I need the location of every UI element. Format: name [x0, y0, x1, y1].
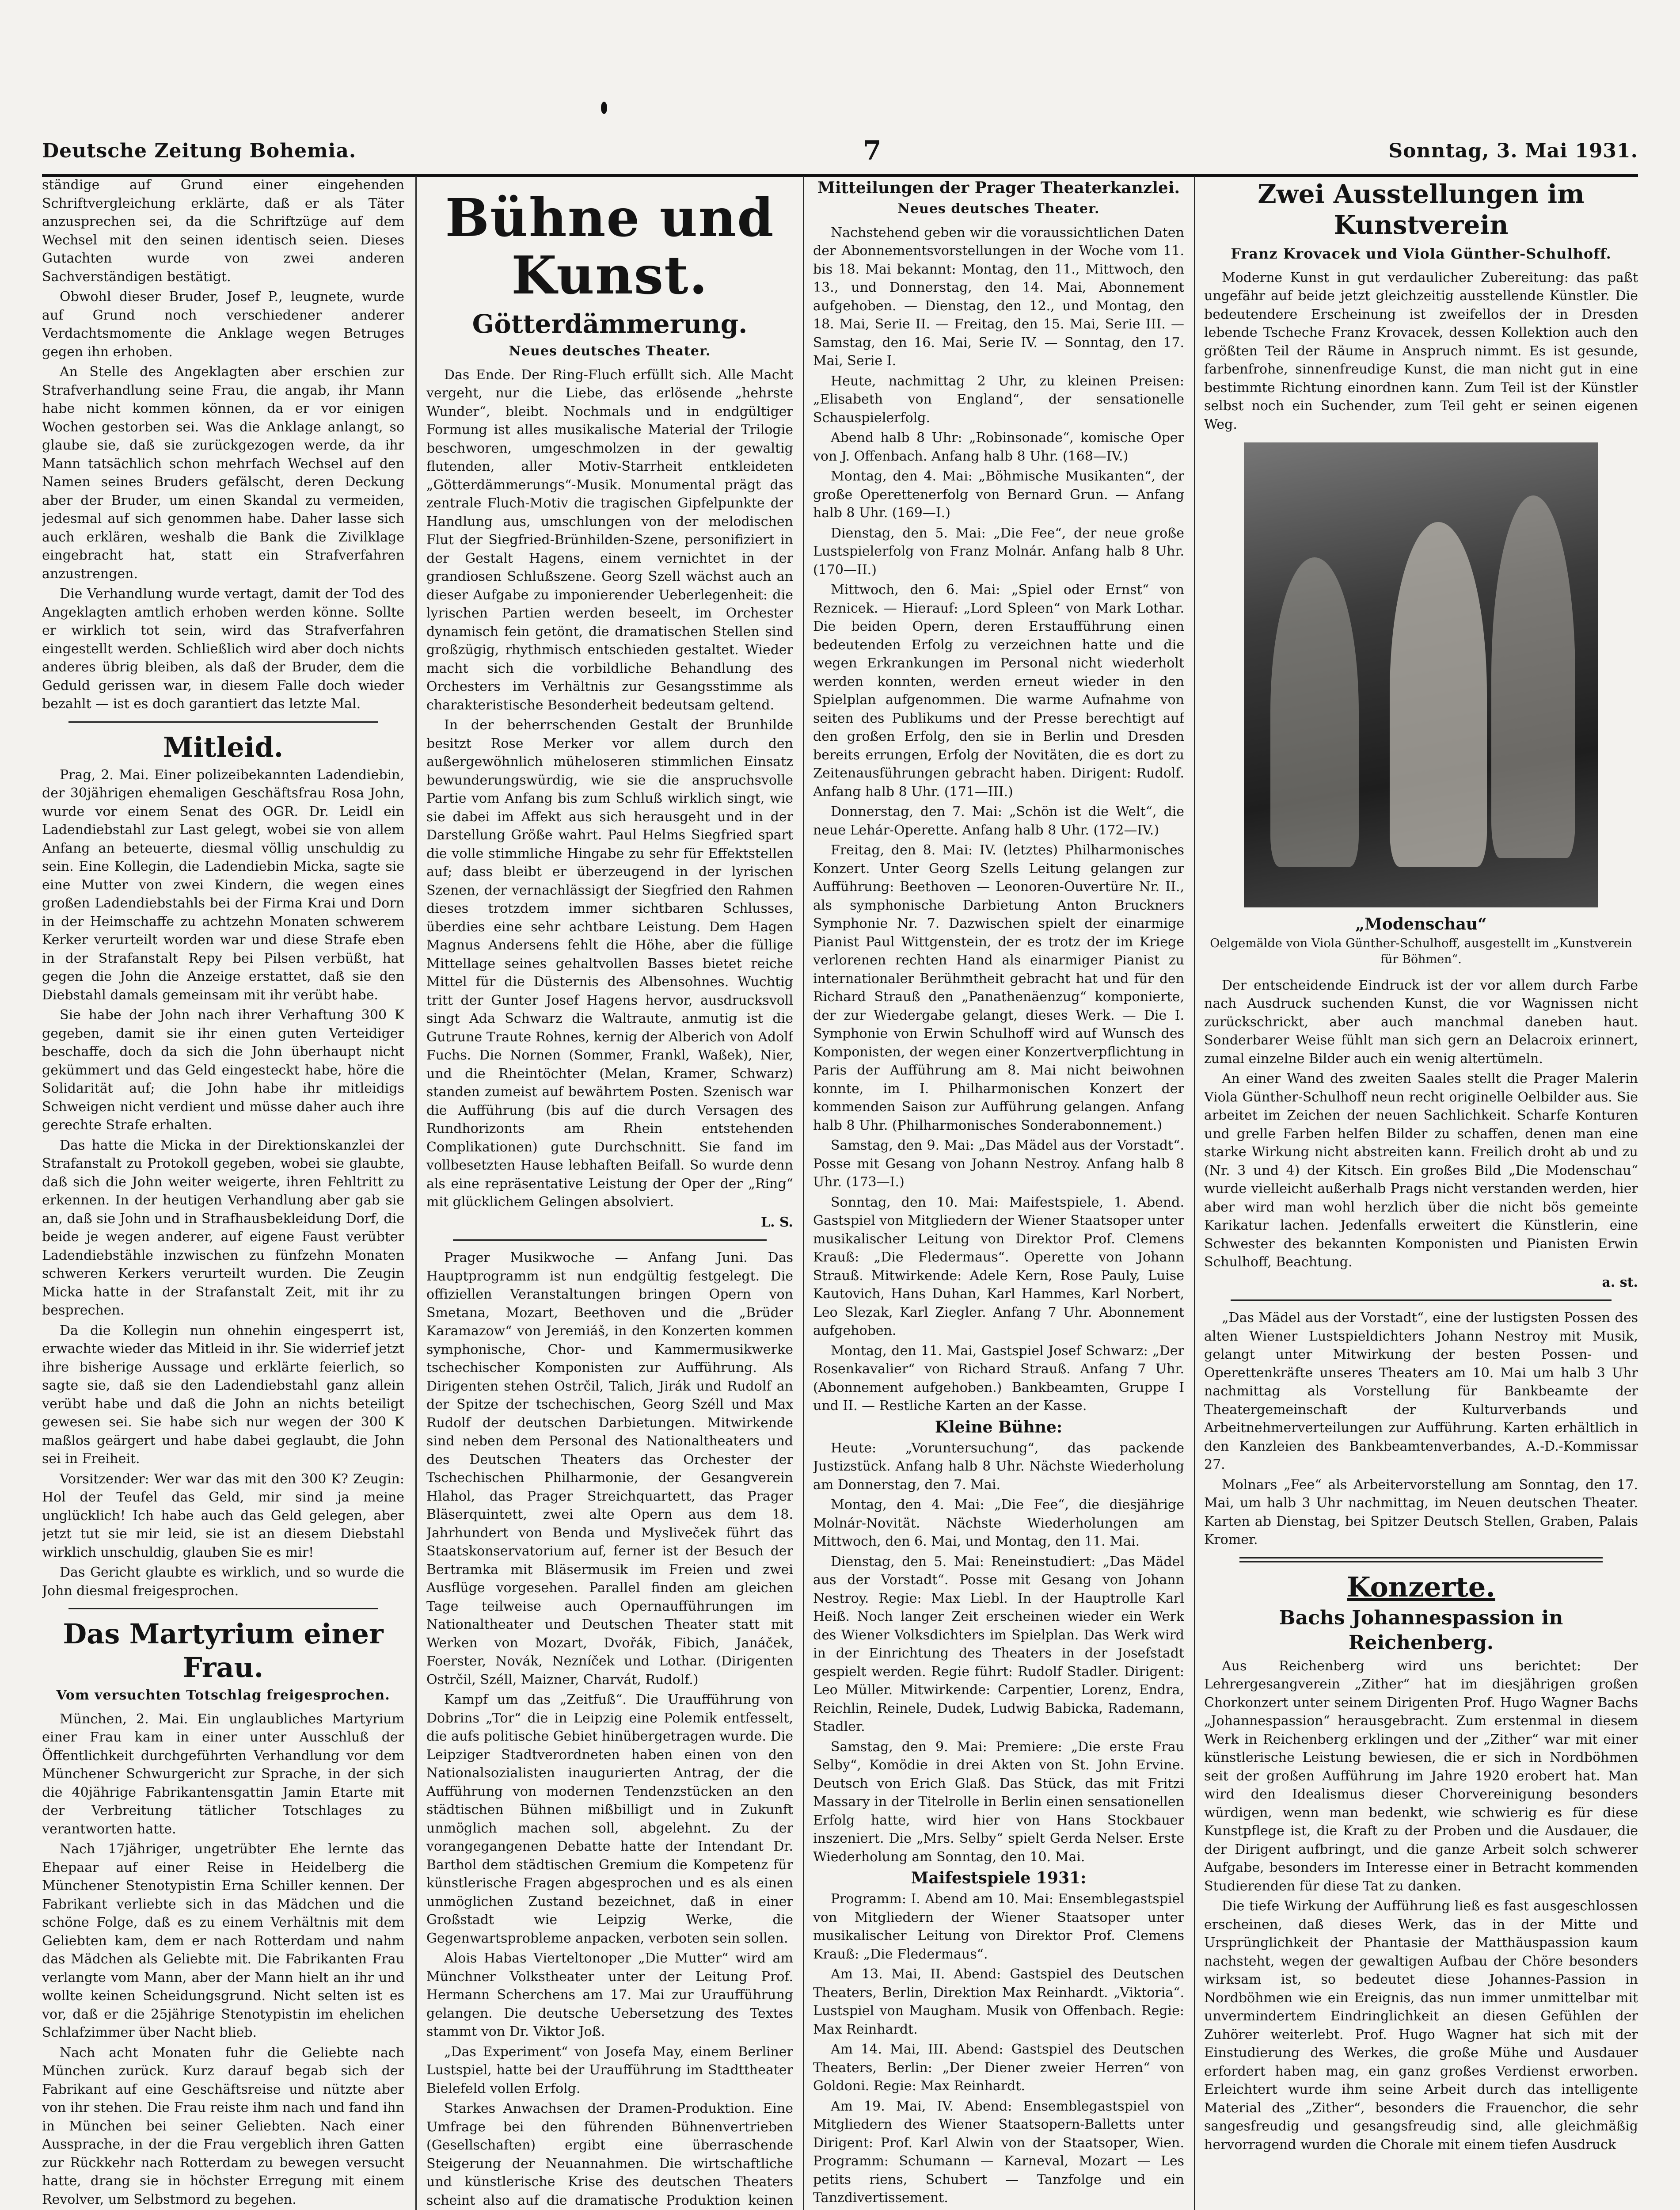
article-paragraph: An Stelle des Angeklagten aber erschien zur Strafverhandlung seine Frau, die angab, ihr Mann habe nicht kommen können, da er vor einigen Wochen gestorben sei. Was die Anklage anlangt, so glaube sie, daß sie zurückgezogen werde, da ihr Mann tatsächlich schon mehrfach Wechsel auf den Namen seines Bruders gefälscht, deren Deckung aber der Bruder, um einen Skandal zu vermeiden, jedesmal auf sich genommen habe. Daher lasse sich auch erklären, weshalb die Bank die Zivilklage eingebracht hat, statt ein Strafverfahren anzustrengen.	[42, 364, 404, 582]
article-subtitle: Neues deutsches Theater.	[509, 343, 711, 359]
separator	[453, 1239, 767, 1241]
issue-date: Sonntag, 3. Mai 1931.	[1388, 139, 1638, 162]
article-paragraph: München, 2. Mai. Ein unglaubliches Martyrium einer Frau kam in einer unter Ausschluß der Öffentlichkeit durchgeführten Verhandlung vor dem Münchener Schwurgericht zur Sprache, in der sich die 40jährige Fabrikantensgattin Jamin Etarte mit der Verbreitung tätlicher Totschlages zu verantworten hatte.	[42, 1711, 404, 1837]
author-signature: a. st.	[1602, 1274, 1638, 1290]
subsection-title: Maifestspiele 1931:	[911, 1869, 1087, 1887]
column-2	[426, 176, 793, 2210]
figure-shape	[1491, 495, 1575, 858]
article-paragraph: „Das Experiment“ von Josefa May, einem Berliner Lustspiel, hatte bei der Uraufführung im Stadttheater Bielefeld vollen Erfolg.	[426, 2044, 793, 2096]
separator	[68, 1608, 378, 1609]
figure-shape	[1390, 522, 1487, 867]
page-number: 7	[863, 135, 882, 166]
article-paragraph: ständige auf Grund einer eingehenden Schriftvergleichung erklärte, daß er als Täter anzusprechen sei, da die Schriftzüge auf dem Wechsel mit den seinen identisch seien. Dieses Gutachten wurde von zwei anderen Sachverständigen bestätigt.	[42, 177, 404, 285]
schedule-entry: Montag, den 11. Mai, Gastspiel Josef Schwarz: „Der Rosenkavalier“ von Richard Strauß. Anfang 7 Uhr. (Abonnement aufgehoben.) Bankbeamten, Gruppe I und II. — Restliche Karten an der Kasse.	[813, 1343, 1184, 1414]
painting-photo	[1244, 442, 1598, 907]
column-rule	[415, 176, 417, 2210]
schedule-entry: Samstag, den 9. Mai: „Das Mädel aus der Vorstadt“. Posse mit Gesang von Johann Nestroy. Anfang halb 8 Uhr. (173—I.)	[813, 1138, 1184, 1190]
schedule-entry: Donnerstag, den 7. Mai: „Schön ist die Welt“, die neue Lehár-Operette. Anfang halb 8 Uhr. (172—IV.)	[813, 804, 1184, 838]
article-paragraph: Vorsitzender: Wer war das mit den 300 K? Zeugin: Hol der Teufel das Geld, mir sind ja meine unglücklich! Ich habe auch das Geld gelegen, aber jetzt tut sie mir leid, sie ist an diesem Diebstahl wirklich unschuldig, glauben Sie es mir!	[42, 1471, 404, 1560]
column-4	[1204, 176, 1638, 2210]
festival-entry: Am 13. Mai, II. Abend: Gastspiel des Deutschen Theaters, Berlin, Direktion Max Reinhardt. „Viktoria“. Lustspiel von Maugham. Musik von Offenbach. Regie: Max Reinhardt.	[813, 1966, 1184, 2037]
schedule-entry: Montag, den 4. Mai: „Die Fee“, die diesjährige Molnár-Novität. Nächste Wiederholungen am Mittwoch, den 6. Mai, und Montag, den 11. Mai.	[813, 1497, 1184, 1549]
schedule-entry: Heute: „Voruntersuchung“, das packende Justizstück. Anfang halb 8 Uhr. Nächste Wiederholung am Donnerstag, den 7. Mai.	[813, 1440, 1184, 1493]
festival-entry: Am 19. Mai, IV. Abend: Ensemblegastspiel von Mitgliedern des Wiener Staatsopern-Balletts unter Dirigent: Prof. Karl Alwin von der Staatsoper, Wien. Programm: Schumann — Karneval, Mozart — Les petits riens, Schubert — Tanzfolge und ein Tanzdivertissement.	[813, 2098, 1184, 2206]
article-paragraph: Moderne Kunst in gut verdaulicher Zubereitung: das paßt ungefähr auf beide jetzt gleichzeitig ausstellende Künstler. Die bedeutendere Erscheinung ist zweifellos der in Dresden lebende Tscheche Franz Krovacek, dessen Kollektion auch den größten Teil der Räume in Anspruch nimmt. Es ist gesunde, farbenfrohe, sinnenfreudige Kunst, die man nicht gut in eine bestimmte Richtung einordnen kann. Zum Teil ist der Künstler selbst noch ein Suchender, zum Teil geht er seinen eigenen Weg.	[1204, 270, 1638, 432]
photo-caption: Oelgemälde von Viola Günther-Schulhoff, ausgestellt im „Kunstverein für Böhmen“.	[1210, 936, 1632, 966]
column-rule	[1194, 176, 1195, 2210]
masthead: Deutsche Zeitung Bohemia.	[42, 139, 357, 162]
article-paragraph: „Das Mädel aus der Vorstadt“, eine der lustigsten Possen des alten Wiener Lustspieldichters Johann Nestroy mit Musik, gelangt unter Mitwirkung der besten Possen- und Operettenkräfte unseres Theaters am 10. Mai um halb 3 Uhr nachmittag als Vorstellung für Bankbeamte der Theatergemeinschaft der Kulturverbands und Arbeitnehmerverteilungen zur Aufführung. Karten erhältlich in den Kanzleien des Bankbeamtenverbandes, A.-D.-Kommissar 27.	[1204, 1310, 1638, 1472]
article-paragraph: Molnars „Fee“ als Arbeitervorstellung am Sonntag, den 17. Mai, um halb 3 Uhr nachmittag, im Neuen deutschen Theater. Karten ab Dienstag, bei Spitzer Deutsch Stellen, Graben, Palais Kromer.	[1204, 1477, 1638, 1547]
article-paragraph: Sie habe der John nach ihrer Verhaftung 300 K gegeben, damit sie ihr einen guten Verteidiger beschaffe, doch da sich die John überhaupt nicht gekümmert und das Geld eingesteckt habe, höre die Solidarität auf; die John habe ihr mitleidigs Schweigen nicht verdient und müsse daher auch ihre gerechte Strafe erhalten.	[42, 1007, 404, 1133]
article-paragraph: Das Gericht glaubte es wirklich, und so wurde die John diesmal freigesprochen.	[42, 1565, 404, 1599]
photo-title: „Modenschau“	[1355, 915, 1487, 934]
article-paragraph: Nach 17jähriger, ungetrübter Ehe lernte das Ehepaar auf einer Reise in Heidelberg die Münchener Stenotypistin Erna Schiller kennen. Der Fabrikant verliebte sich in das Mädchen und die schöne Folge, daß es zu einem Verhältnis mit dem Geliebten kam, dem er nach Rotterdam und nahm das Mädchen als Geliebte mit. Die Fabrikanten Frau verlangte vom Mann, aber der Mann hielt an ihr und wollte keinen Scheidungsgrund. Nicht selten ist es vor, daß er die 25jährige Stenotypistin im ehelichen Schlafzimmer über Nacht blieb.	[42, 1841, 404, 2040]
article-paragraph: Prager Musikwoche — Anfang Juni. Das Hauptprogramm ist nun endgültig festgelegt. Die offiziellen Veranstaltungen bringen Opern von Smetana, Mozart, Beethoven und die „Brüder Karamazow“ von Jeremiáš, in den Konzerten kommen symphonische, Chor- und Kammermusikwerke tschechischer Komponisten zur Aufführung. Als Dirigenten stehen Ostrčil, Talich, Jirák und Rudolf an der Spitze der tschechischen, Georg Széll und Max Rudolf der deutschen Darbietungen. Mitwirkende sind neben dem Personal des Nationaltheaters und des Deutschen Theaters das Orchester der Tschechischen Philharmonie, der Gesangverein Hlahol, das Prager Streichquartett, das Prager Bläserquintett, zwei alte Opern aus dem 18. Jahrhundert von Benda und Mysliveček führt das Staatskonservatorium auf, ferner ist der Besuch der Bertramka mit Bläsermusik im Freien und zwei Ausflüge vorgesehen. Parallel finden am gleichen Tage teilweise auch Opernaufführungen im Nationaltheater und Deutschen Theater statt mit Werken von Mozart, Dvořák, Fibich, Janáček, Foerster, Novák, Nezníček und Lothar. (Dirigenten Ostrčil, Széll, Maizner, Charvát, Rudolf.)	[426, 1250, 793, 1688]
separator	[1239, 1557, 1603, 1562]
article-paragraph: Die tiefe Wirkung der Aufführung ließ es fast ausgeschlossen erscheinen, daß dieses Werk, das in der Mitte und Ursprünglichkeit der Phantasie der Matthäuspassion kaum nachsteht, wegen der gewaltigen Aufbau der Chöre besonders wirksam ist, so bedeutet diese Johannes-Passion in Nordböhmen wie ein Ereignis, das nun immer unmittelbar mit unvermindertem Eindringlichkeit an diesen Gefühlen der Zuhörer weiterlebt. Prof. Hugo Wagner hat sich mit der Einstudierung des Werkes, die große Mühe und Ausdauer erfordert haben mag, ein ganz großes Verdienst erworben. Erleichtert wurde ihm seine Arbeit durch das intelligente Material des „Zither“, besonders die Frauenchor, die sehr sangesfreudig und gesangsfreudig sind, alle gleichmäßig hervorragend wurden die Chorale mit einem tiefen Ausdruck	[1204, 1898, 1638, 2153]
section-title: Bühne und Kunst.	[445, 187, 775, 306]
figure-shape	[1270, 557, 1359, 867]
article-subtitle: Franz Krovacek und Viola Günther-Schulhoff.	[1231, 245, 1612, 262]
column-1	[42, 176, 404, 2210]
article-paragraph: Aus Reichenberg wird uns berichtet: Der Lehrergesangverein „Zither“ hat im diesjährigen großen Chorkonzert unter seinem Dirigenten Prof. Hugo Wagner Bachs „Johannespassion“ herausgebracht. Zum erstenmal in diesem Werk in Reichenberg erklingen und der „Zither“ war mit einer künstlerische Leistung bewiesen, die er sich in Nordböhmen seit der großen Aufführung im Jahre 1920 erobert hat. Man wird den Idealismus dieser Chorvereinigung besonders würdigen, wenn man bedenkt, wie schwierig es für diese Kunstpflege ist, die Kraft zu der Proben und die Ausdauer, die der Dirigent aufbringt, und die ganze Arbeit solch schwerer Aufgabe, besonders im Interesse einer in Betracht kommenden Studierenden für diese Tat zu danken.	[1204, 1658, 1638, 1894]
article-paragraph: In der beherrschenden Gestalt der Brunhilde besitzt Rose Merker vor allem durch den außergewöhnlich müheloseren stimmlichen Einsatz bewunderungswürdig, wie sie die anspruchsvolle Partie vom Anfang bis zum Schluß wirklich singt, wie sie dabei im Affekt aus sich herausgeht und in der Darstellung Größe wahrt. Paul Helms Siegfried spart die volle stimmliche Hingabe zu sehr für Effektstellen auf; dass bleibt er überzeugend in der lyrischen Szenen, der vernachlässigt der Siegfried den Rahmen dieses trotzdem immer sichtbaren Schlusses, überdies eine sehr achtbare Leistung. Dem Hagen Magnus Andersens fehlt die Höhe, aber die füllige Mittellage seines gehaltvollen Basses bietet reiche Mittel für die Düsternis des Albensohnes. Wuchtig tritt der Gunter Josef Hagens hervor, ausdrucksvoll singt Ada Schwarz die Waltraute, anmutig ist die Gutrune Traute Rohnes, kernig der Alberich von Adolf Fuchs. Die Nornen (Sommer, Frankl, Waßek), Nier, und die Rheintöchter (Melan, Kramer, Schwarz) standen zumeist auf bewährtem Posten. Szenisch war die Aufführung (bis auf die durch Versagen des Rundhorizonts am Rhein entstehenden Complikationen) gute Durchschnitt. Sie fand im vollbesetzten Hause lebhaften Beifall. So wurde denn als eine repräsentative Leistung der Oper der „Ring“ mit glücklichem Gelingen absolviert.	[426, 717, 793, 1210]
page-header	[42, 131, 1638, 177]
article-paragraph: Der entscheidende Eindruck ist der vor allem durch Farbe nach Ausdruck suchenden Kunst, die vor Wagnissen nicht zurückschrickt, aber auch manchmal daneben haut. Sonderbarer Weise fühlt man sich gern an Delacroix erinnert, zumal einzelne Bilder auch ein wenig altertümeln.	[1204, 977, 1638, 1067]
separator	[68, 721, 378, 723]
schedule-entry: Sonntag, den 10. Mai: Maifestspiele, 1. Abend. Gastspiel von Mitgliedern der Wiener Staatsoper unter musikalischer Leitung von Direktor Prof. Clemens Krauß: „Die Fledermaus“. Operette von Johann Strauß. Mitwirkende: Adele Kern, Rose Pauly, Luise Kautovich, Hans Duhan, Karl Hammes, Karl Norbert, Leo Slezak, Karl Ziegler. Anfang 7 Uhr. Abonnement aufgehoben.	[813, 1194, 1184, 1338]
column-3	[813, 176, 1184, 2210]
section-title: Mitteilungen der Prager Theaterkanzlei.	[817, 179, 1180, 197]
article-paragraph: Kampf um das „Zeitfuß“. Die Uraufführung von Dobrins „Tor“ die in Leipzig eine Polemik entfesselt, die aufs politische Gebiet hinübergetragen wurde. Die Leipziger Stadtverordneten haben einen von den Nationalsozialisten inaugurierten Antrag, der die Aufführung von modernen Tendenzstücken an den städtischen Bühnen mißbilligt und in Zukunft unmöglich machen soll, abgelehnt. Zu der vorangegangenen Debatte hatte der Intendant Dr. Barthol dem städtischen Gremium die Kompetenz für künstlerische Fragen abgesprochen und es als einen unmöglichen Zustand bezeichnet, daß in einer Großstadt wie Leipzig Werke, die Gegenwartsprobleme anpacken, verboten sein sollen.	[426, 1692, 793, 1946]
columns	[42, 176, 1638, 2210]
article-title: Götterdämmerung.	[472, 309, 748, 339]
section-subtitle: Neues deutsches Theater.	[897, 201, 1100, 217]
subsection-title: Kleine Bühne:	[935, 1417, 1063, 1436]
article-paragraph: Prag, 2. Mai. Einer polizeibekannten Ladendiebin, der 30jährigen ehemaligen Geschäftsfrau Rosa John, wurde vor einem Senat des OGR. Dr. Leidl ein Ladendiebstahl zur Last gelegt, wobei sie von allem Anfang an beteuerte, diesmal völlig unschuldig zu sein. Eine Kollegin, die Ladendiebin Micka, sagte sie eine Mutter von zwei Kindern, die wegen eines großen Ladendiebstahls bei der Firma Krai und Dorn in der Heimschaffe zu achtzehn Monaten schwerem Kerker verurteilt worden war und diese Strafe eben in der Strafanstalt Repy bei Pilsen verbüßt, hat gegen die John die Anzeige erstattet, daß sie den Diebstahl damals gemeinsam mit ihr verübt habe.	[42, 767, 404, 1003]
article-paragraph: Das Ende. Der Ring-Fluch erfüllt sich. Alle Macht vergeht, nur die Liebe, das erlösende „hehrste Wunder“, bleibt. Nochmals und in endgültiger Formung ist alles musikalische Material der Trilogie beschworen, umgeschmolzen in der gewaltig flutenden, aller Motiv-Starrheit entkleideten „Götterdämmerungs“-Musik. Monumental prägt das zentrale Fluch-Motiv die tragischen Gipfelpunkte der Handlung aus, umschlungen von der melodischen Flut der Siegfried-Brünhilden-Szene, personifiziert in der Gestalt Hagens, einem vernichtet in der grandiosen Schlußszene. Georg Szell wächst auch an dieser Aufgabe zu imponierender Ueberlegenheit: die lyrischen Partien werden beseelt, im Orchester dynamisch fein getönt, die dramatischen Stellen sind großzügig, rhythmisch entschieden gestaltet. Wieder macht sich die vorbildliche Behandlung des Orchesters im Verhältnis zur Gesangsstimme als charakteristische Besonderheit bedeutsam geltend.	[426, 367, 793, 713]
article-paragraph: Die Verhandlung wurde vertagt, damit der Tod des Angeklagten amtlich erhoben werden könne. Sollte er wirklich tot sein, wird das Strafverfahren eingestellt werden. Schließlich wird aber doch nichts anderes übrig bleiben, als daß der Bruder, dem die Geduld gerissen war, in diesem Falle doch wieder bezahlt — ist es doch garantiert das letzte Mal.	[42, 586, 404, 712]
article-paragraph: Nach acht Monaten fuhr die Geliebte nach München zurück. Kurz darauf begab sich der Fabrikant auf eine Geschäftsreise und nützte aber von ihr stehen. Die Frau reiste ihm nach und fand ihn in München bei seiner Geliebten. Nach einer Aussprache, in der die Frau vergeblich ihren Gatten zur Rückkehr nach Rotterdam zu bewegen versucht hatte, drang sie in höchster Erregung mit einem Revolver, um Selbstmord zu begehen.	[42, 2045, 404, 2207]
article-title: Zwei Ausstellungen im Kunstverein	[1258, 179, 1585, 240]
separator	[1231, 1299, 1612, 1301]
print-mark	[601, 102, 607, 114]
schedule-entry: Heute, nachmittag 2 Uhr, zu kleinen Preisen: „Elisabeth von England“, der sensationelle Schauspielerfolg.	[813, 373, 1184, 426]
festival-entry: Am 14. Mai, III. Abend: Gastspiel des Deutschen Theaters, Berlin: „Der Diener zweier Herren“ von Goldoni. Regie: Max Reinhardt.	[813, 2042, 1184, 2094]
schedule-entry: Mittwoch, den 6. Mai: „Spiel oder Ernst“ von Reznicek. — Hierauf: „Lord Spleen“ von Mark Lothar. Die beiden Opern, deren Erstaufführung einen bedeutenden Erfolg zu verzeichnen hatte und die wegen Erkrankungen im Personal nicht wiederholt werden konnten, werden erneut wieder in den Spielplan aufgenommen. Die warme Aufnahme von seiten des Publikums und der Presse berechtigt auf den großen Erfolg, den sie in Berlin und Dresden bereits errungen, Erfolg der Novitäten, die es dort zu Zeitenausführungen gebracht haben. Dirigent: Rudolf. Anfang halb 8 Uhr. (171—III.)	[813, 582, 1184, 800]
schedule-entry: Freitag, den 8. Mai: IV. (letztes) Philharmonisches Konzert. Unter Georg Szells Leitung gelangen zur Aufführung: Beethoven — Leonoren-Ouvertüre Nr. II., als symphonische Darbietung Anton Bruckners Symphonie Nr. 7. Dazwischen spielt der einarmige Pianist Paul Wittgenstein, der es trotz der im Kriege verlorenen rechten Hand als einarmiger Pianist zu internationaler Berühmtheit gebracht hat und für den Richard Strauß den „Panathenäenzug“ komponierte, der zur Wiedergabe gelangt, dieses Werk. — Die I. Symphonie von Erwin Schulhoff wird auf Wunsch des Komponisten, der wegen einer Konzertverpflichtung in Paris der Aufführung am 8. Mai nicht beiwohnen konnte, im I. Philharmonischen Konzert der kommenden Saison zur Aufführung gelangen. Anfang halb 8 Uhr. (Philharmonisches Sonderabonnement.)	[813, 842, 1184, 1133]
article-title: Mitleid.	[163, 731, 284, 763]
schedule-entry: Montag, den 4. Mai: „Böhmische Musikanten“, der große Operettenerfolg von Bernard Grun. — Anfang halb 8 Uhr. (169—I.)	[813, 469, 1184, 521]
schedule-entry: Dienstag, den 5. Mai: „Die Fee“, der neue große Lustspielerfolg von Franz Molnár. Anfang halb 8 Uhr. (170—II.)	[813, 525, 1184, 578]
festival-entry: Programm: I. Abend am 10. Mai: Ensemblegastspiel von Mitgliedern der Wiener Staatsoper unter musikalischer Leitung von Direktor Prof. Clemens Krauß: „Die Fledermaus“.	[813, 1891, 1184, 1962]
schedule-entry: Dienstag, den 5. Mai: Reneinstudiert: „Das Mädel aus der Vorstadt“. Posse mit Gesang von Johann Nestroy. Regie: Max Liebl. In der Hauptrolle Karl Heiß. Noch langer Zeit erscheinen wieder ein Werk des Wiener Volksdichters im Spielplan. Das Werk wird in der Einrichtung des Theaters in der Josefstadt gespielt werden. Regie führt: Rudolf Stadler. Dirigent: Leo Müller. Mitwirkende: Carpentier, Lorenz, Endra, Reichlin, Reinele, Dudek, Ludwig Babicka, Rademann, Stadler.	[813, 1554, 1184, 1734]
schedule-entry: Abend halb 8 Uhr: „Robinsonade“, komische Oper von J. Offenbach. Anfang halb 8 Uhr. (168—IV.)	[813, 430, 1184, 464]
section-title: Konzerte.	[1347, 1570, 1495, 1603]
article-title: Bachs Johannespassion in Reichenberg.	[1279, 1606, 1563, 1654]
article-paragraph: Alois Habas Vierteltonoper „Die Mutter“ wird am Münchner Volkstheater unter der Leitung Prof. Hermann Scherchens am 17. Mai zur Uraufführung gelangen. Die deutsche Uebersetzung des Textes stammt von Dr. Viktor Joß.	[426, 1951, 793, 2039]
author-signature: L. S.	[760, 1214, 793, 1230]
article-title: Das Martyrium einer Frau.	[63, 1618, 384, 1684]
article-paragraph: An einer Wand des zweiten Saales stellt die Prager Malerin Viola Günther-Schulhoff neun recht originelle Oelbilder aus. Sie arbeitet im Zeichen der neuen Sachlichkeit. Scharfe Konturen und grelle Farben helfen Bilder zu schaffen, denen man eine starke Wirkung nicht abstreiten kann. Freilich droht ab und zu (Nr. 3 und 4) der Kitsch. Ein großes Bild „Die Modenschau“ wurde vielleicht außerhalb Prags nicht verstanden werden, hier aber wird man wohl herzlich über die nicht bös gemeinte Karikatur lachen. Jedenfalls erweitert die Künstlerin, eine Schwester des bekannten Komponisten und Pianisten Erwin Schulhoff, Beachtung.	[1204, 1071, 1638, 1270]
schedule-entry: Samstag, den 9. Mai: Premiere: „Die erste Frau Selby“, Komödie in drei Akten von St. John Ervine. Deutsch von Erich Glaß. Das Stück, das mit Fritzi Massary in der Titelrolle in Berlin einen sensationellen Erfolg hatte, wird hier von Hans Stockbauer inszeniert. Die „Mrs. Selby“ spielt Gerda Nelser. Erste Wiederholung am Sonntag, den 10. Mai.	[813, 1739, 1184, 1865]
article-paragraph: Obwohl dieser Bruder, Josef P., leugnete, wurde auf Grund noch verschiedener anderer Verdachtsmomente die Anklage wegen Betruges gegen ihn erhoben.	[42, 289, 404, 360]
article-paragraph: Starkes Anwachsen der Dramen-Produktion. Eine Umfrage bei den führenden Bühnenvertrieben (Gesellschaften) ergibt eine überraschende Steigerung der Neuannahmen. Die wirtschaftliche und künstlerische Krise des deutschen Theaters scheint also auf die dramatische Produktion keinen	[426, 2101, 793, 2208]
schedule-paragraph: Nachstehend geben wir die voraussichtlichen Daten der Abonnementsvorstellungen in der Woche vom 11. bis 18. Mai bekannt: Montag, den 11., Mittwoch, den 13., und Donnerstag, den 14. Mai, Abonnement aufgehoben. — Dienstag, den 12., und Montag, den 18. Mai, Serie II. — Freitag, den 15. Mai, Serie III. — Samstag, den 16. Mai, Serie IV. — Sonntag, den 17. Mai, Serie I.	[813, 225, 1184, 369]
column-rule	[803, 176, 804, 2210]
article-subtitle: Vom versuchten Totschlag freigesprochen.	[56, 1688, 390, 1703]
article-paragraph: Das hatte die Micka in der Direktionskanzlei der Strafanstalt zu Protokoll gegeben, wobei sie glaubte, daß sich die John weiter weigerte, ihren Fehltritt zu erkennen. In der heutigen Verhandlung aber gab sie an, daß sie John und in Strafhausbekleidung Dorf, die beide je wegen anderer, auf eigene Faust verübter Ladendiebstähle inzwischen zu fünfzehn Monaten schweren Kerkers verurteilt wurden. Die Zeugin Micka hatte in der Strafanstalt Zeit, mit ihr zu besprechen.	[42, 1137, 404, 1318]
article-paragraph: Da die Kollegin nun ohnehin eingesperrt ist, erwachte wieder das Mitleid in ihr. Sie widerrief jetzt ihre bisherige Aussage und erklärte feierlich, so sagte sie, daß sie den Ladendiebstahl ganz allein verübt habe und daß die John an nichts beteiligt gewesen sei. Sie habe sich nur wegen der 300 K maßlos geärgert und habe dabei geglaubt, die John sei in Freiheit.	[42, 1322, 404, 1467]
